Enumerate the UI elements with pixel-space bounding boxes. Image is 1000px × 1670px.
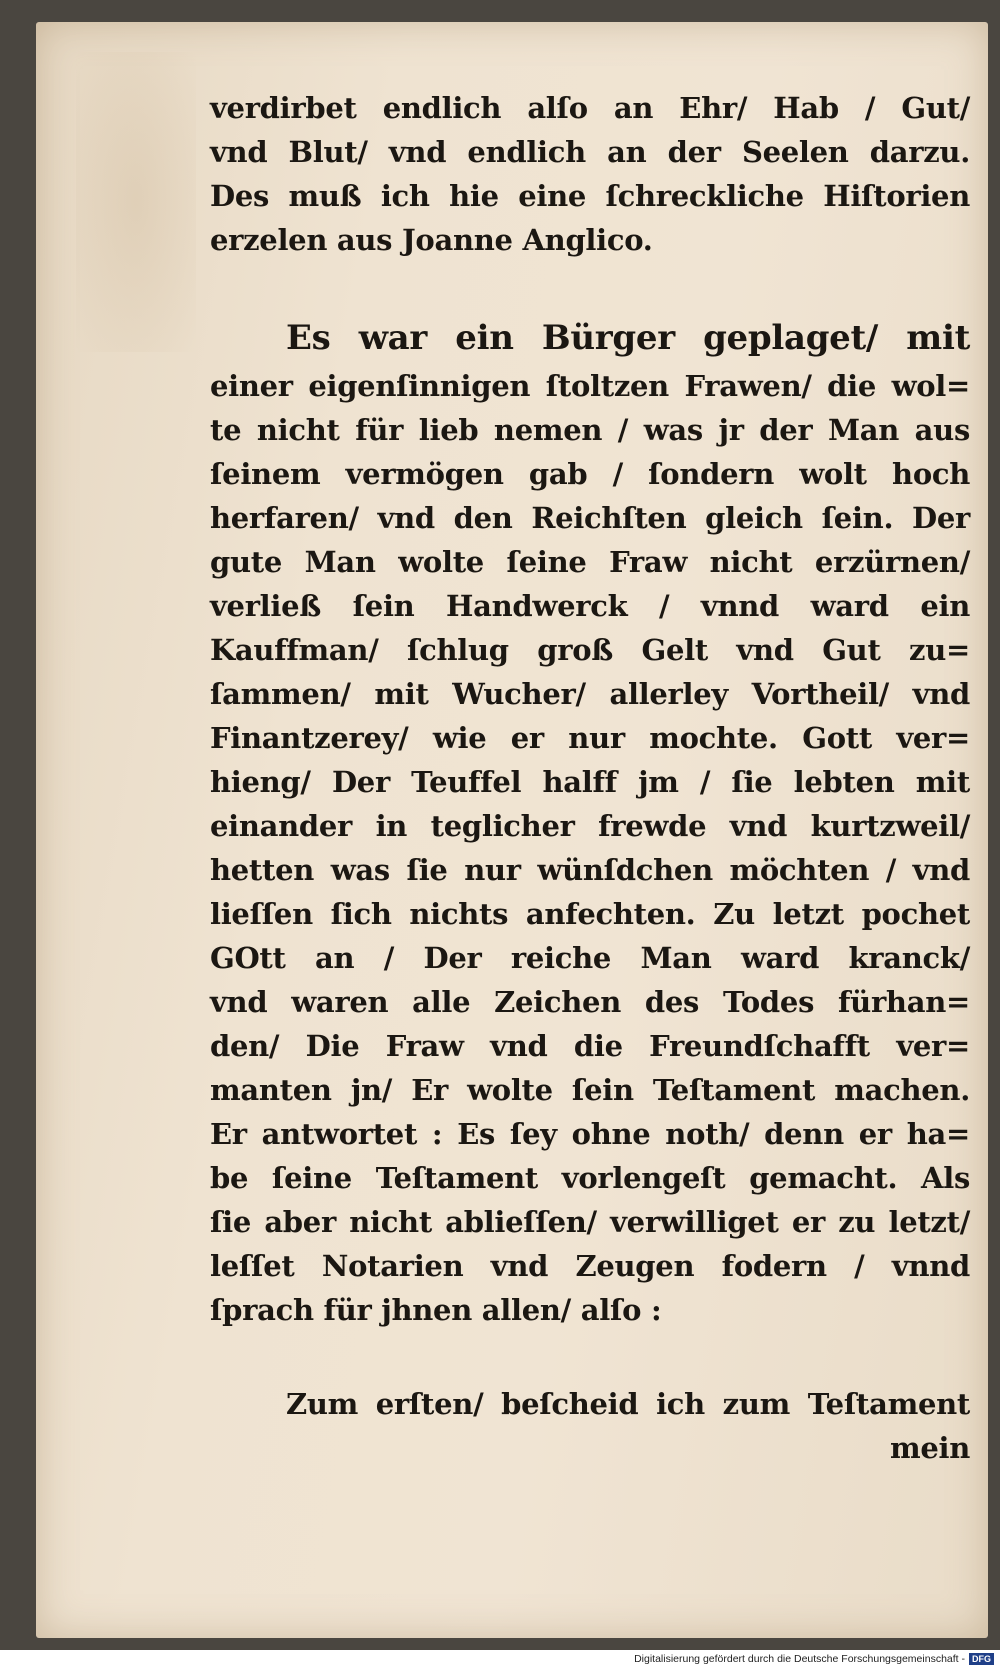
text-line: vnd Blut/ vnd endlich an der Seelen darzu.	[210, 135, 970, 169]
text-line: Des muß ich hie eine ſchreckliche Hiſtorien	[210, 179, 970, 213]
text-line: einer eigenſinnigen ſtoltzen Frawen/ die wol=	[210, 369, 970, 403]
text-line: te nicht für lieb nemen / was jr der Man aus	[210, 413, 970, 447]
text-line: be ſeine Teſtament vorlengeſt gemacht. Als	[210, 1161, 970, 1195]
text-line: verdirbet endlich alſo an Ehr/ Hab / Gut/	[210, 91, 970, 125]
digitization-footer	[634, 1650, 994, 1668]
paragraph-gap	[210, 262, 970, 312]
text-line: lieſſen ſich nichts anfechten. Zu letzt pochet	[210, 897, 970, 931]
testament-line: Zum erſten/ beſcheid ich zum Teſtament	[286, 1387, 970, 1421]
paragraph-opening-line: Es war ein Bürger geplaget/ mit	[286, 318, 970, 358]
dfg-logo: DFG	[969, 1653, 994, 1665]
text-line: leſſet Notarien vnd Zeugen fodern / vnnd	[210, 1249, 970, 1283]
footer-credit-text: Digitalisierung gefördert durch die Deutsche Forschungsgemeinschaft -	[634, 1653, 965, 1665]
text-line: ſprach für jhnen allen/ alſo :	[210, 1293, 662, 1327]
text-line: hetten was ſie nur wünſdchen möchten / vnd	[210, 853, 970, 887]
text-line: ſeinem vermögen gab / ſondern wolt hoch	[210, 457, 970, 491]
text-line: erzelen aus Joanne Anglico.	[210, 223, 653, 257]
text-line: vnd waren alle Zeichen des Todes fürhan=	[210, 985, 970, 1019]
text-line: herfaren/ vnd den Reichſten gleich ſein. Der	[210, 501, 970, 535]
text-line: Finantzerey/ wie er nur mochte. Gott ver=	[210, 721, 970, 755]
text-line: manten jn/ Er wolte ſein Teſtament machen.	[210, 1073, 970, 1107]
catchword: mein	[889, 1431, 970, 1465]
text-line: hieng/ Der Teuffel halff jm / ſie lebten mit	[210, 765, 970, 799]
text-line: Er antwortet : Es ſey ohne noth/ denn er ha=	[210, 1117, 970, 1151]
text-line: GOtt an / Der reiche Man ward kranck/	[210, 941, 970, 975]
text-line: Kauffman/ ſchlug groß Gelt vnd Gut zu=	[210, 633, 970, 667]
text-line: verließ ſein Handwerck / vnnd ward ein	[210, 589, 970, 623]
text-line: den/ Die Fraw vnd die Freundſchafft ver=	[210, 1029, 970, 1063]
text-line: ſammen/ mit Wucher/ allerley Vortheil/ vnd	[210, 677, 970, 711]
page-text	[210, 86, 970, 1470]
paper-stain	[76, 52, 196, 352]
text-line: gute Man wolte ſeine Fraw nicht erzürnen/	[210, 545, 970, 579]
text-line: einander in teglicher frewde vnd kurtzweil/	[210, 809, 970, 843]
paragraph-gap	[210, 1332, 970, 1382]
text-line: ſie aber nicht ablieſſen/ verwilliget er zu letzt/	[210, 1205, 970, 1239]
